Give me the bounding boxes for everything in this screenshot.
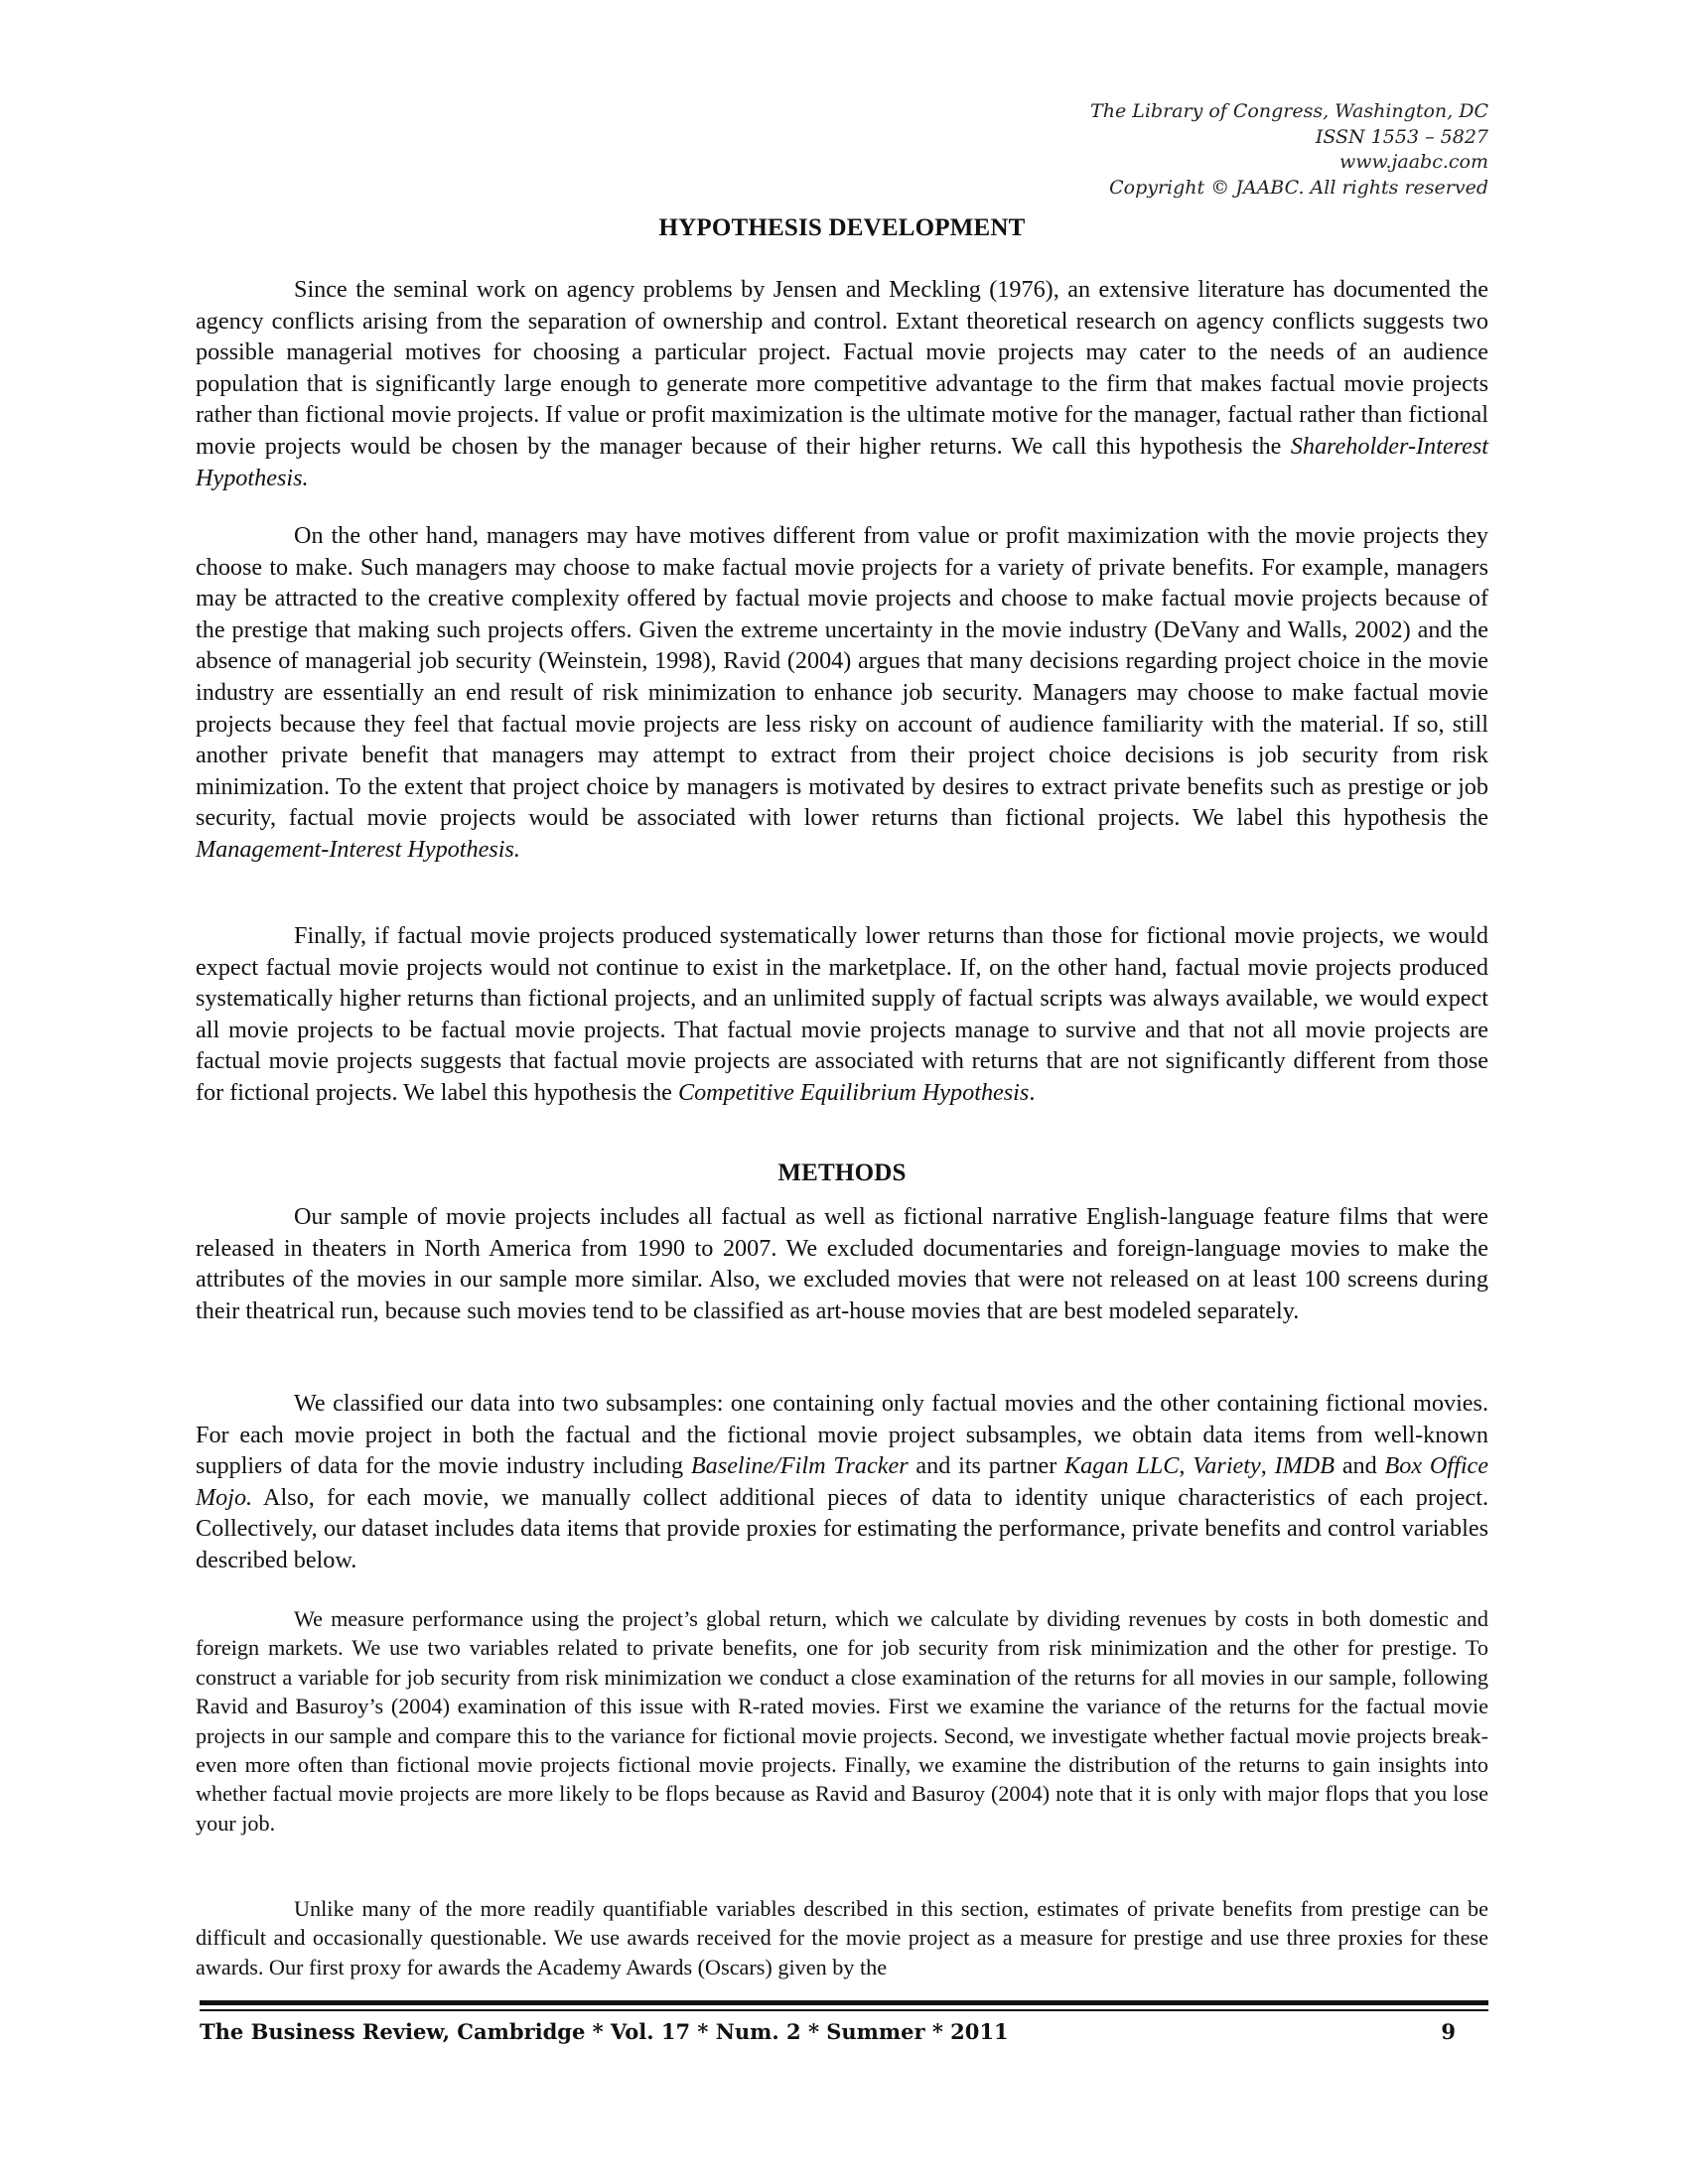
paragraph-prestige-awards: Unlike many of the more readily quantifiable variables described in this section, estimates of private benefits from prestige can be difficult and occasionally questionable. We use awards received for the movie project as a measure for prestige and use three proxies for these awards. Our first proxy for awards the Academy Awards (Oscars) given by the [196, 1896, 1488, 1979]
header-library-line: The Library of Congress, Washington, DC [1090, 100, 1488, 122]
data-source-name: IMDB [1274, 1452, 1336, 1480]
paragraph-text: We classified our data into two subsamples: one containing only factual movies and the other containing fictional movies. For each movie project in both the factual and the fictional movie project subsamples, we obtain data items from well-known suppliers of data for the movie industry including [196, 1390, 1488, 1480]
data-source-name: Baseline/Film Tracker [690, 1452, 909, 1480]
journal-header [1043, 99, 1488, 201]
data-source-name: Kagan LLC [1064, 1452, 1180, 1480]
data-source-name: Variety [1193, 1452, 1261, 1480]
header-issn-line: ISSN 1553 – 5827 [1315, 125, 1488, 148]
paragraph-text: Finally, if factual movie projects produced systematically lower returns than those for fictional movie projects, we would expect factual movie projects would not continue to exist in the marketplace. If, on the other hand, factual movie projects produced systematically higher returns than fictional projects, and an unlimited supply of factual scripts was always available, we would expect all movie projects to be factual movie projects. That factual movie projects manage to survive and that not all movie projects are factual movie projects suggests that factual movie projects are associated with returns that are not significantly different from those for fictional projects. We label this hypothesis the [196, 922, 1488, 1106]
paragraph-text: Also, for each movie, we manually collect additional pieces of data to identity unique characteristics of each project. Collectively, our dataset includes data items that provide proxies for estimating the performance, private benefits and control variables described below. [196, 1483, 1488, 1573]
paragraph-agency-problems [196, 274, 1488, 493]
paragraph-tail: . [1029, 1078, 1036, 1106]
paragraph-text: , [1179, 1452, 1194, 1480]
paragraph-text: On the other hand, managers may have motives different from value or profit maximization with the movie projects they choose to make. Such managers may choose to make factual movie projects for a variety of private benefits. For example, managers may be attracted to the creative complexity offered by factual movie projects and choose to make factual movie projects because of the prestige that making such projects offers. Given the extreme uncertainty in the movie industry (DeVany and Walls, 2002) and the absence of managerial job security (Weinstein, 1998), Ravid (2004) argues that many decisions regarding project choice in the movie industry are essentially an end result of risk minimization to enhance job security. Managers may choose to make factual movie projects because they feel that factual movie projects are less risky on account of audience familiarity with the material. If so, still another private benefit that managers may attempt to extract from their project choice decisions is job security from risk minimization. To the extent that project choice by managers is motivated by desires to extract private benefits such as prestige or job security, factual movie projects would be associated with lower returns than fictional projects. We label this hypothesis the [196, 522, 1488, 832]
footer-rule-thin [200, 2009, 1488, 2011]
hypothesis-term: Competitive Equilibrium Hypothesis [677, 1078, 1030, 1106]
header-website-line: www.jaabc.com [1338, 151, 1488, 173]
paragraph-text: Since the seminal work on agency problems by Jensen and Meckling (1976), an extensive literature has documented the agency conflicts arising from the separation of ownership and control. Extant theoretical research on agency conflicts suggests two possible managerial motives for choosing a particular project. Factual movie projects may cater to the needs of an audience population that is significantly large enough to generate more competitive advantage to the firm that makes factual movie projects rather than fictional movie projects. If value or profit maximization is the ultimate motive for the manager, factual rather than fictional movie projects would be chosen by the manager because of their higher returns. We call this hypothesis the [196, 276, 1488, 460]
paragraph-performance-measure: We measure performance using the project’s global return, which we calculate by dividing revenues by costs in both domestic and foreign markets. We use two variables related to private benefits, one for job security from risk minimization and the other for prestige. To construct a variable for job security from risk minimization we conduct a close examination of the returns for all movies in our sample, following Ravid and Basuroy’s (2004) examination of this issue with R-rated movies. First we examine the variance of the returns for the factual movie projects in our sample and compare this to the variance for fictional movie projects. Second, we investigate whether factual movie projects break-even more often than fictional movie projects fictional movie projects. Finally, we examine the distribution of the returns to gain insights into whether factual movie projects are more likely to be flops because as Ravid and Basuroy (2004) note that it is only with major flops that you lose your job. [196, 1606, 1488, 1836]
paragraph-private-benefits [196, 520, 1488, 866]
footer-rule-thick [200, 2000, 1488, 2005]
hypothesis-term: Management-Interest Hypothesis. [196, 835, 520, 863]
paragraph-text: , [1260, 1452, 1275, 1480]
paragraph-text: and its partner [908, 1452, 1065, 1480]
header-copyright-line: Copyright © JAABC. All rights reserved [1109, 176, 1488, 199]
hypothesis-development-heading: HYPOTHESIS DEVELOPMENT [658, 214, 1026, 241]
paragraph-text: and [1335, 1452, 1385, 1480]
data-source-name: Box Office Mojo. [196, 1452, 1489, 1511]
paragraph-competitive-equilibrium [196, 920, 1488, 1109]
page-number: 9 [1441, 2019, 1456, 2044]
paragraph-sample: Our sample of movie projects includes all factual as well as fictional narrative English-language feature films that were released in theaters in North America from 1990 to 2007. We excluded documentaries and foreign-language movies to make the attributes of the movies in our sample more similar. Also, we excluded movies that were not released on at least 100 screens during their theatrical run, because such movies tend to be classified as art-house movies that are best modeled separately. [196, 1203, 1488, 1324]
journal-footer: The Business Review, Cambridge * Vol. 17 * Num. 2 * Summer * 2011 [200, 2019, 1009, 2044]
methods-heading: METHODS [777, 1160, 907, 1186]
hypothesis-term: Shareholder-Interest Hypothesis. [196, 432, 1488, 491]
paragraph-data-sources [196, 1388, 1488, 1576]
